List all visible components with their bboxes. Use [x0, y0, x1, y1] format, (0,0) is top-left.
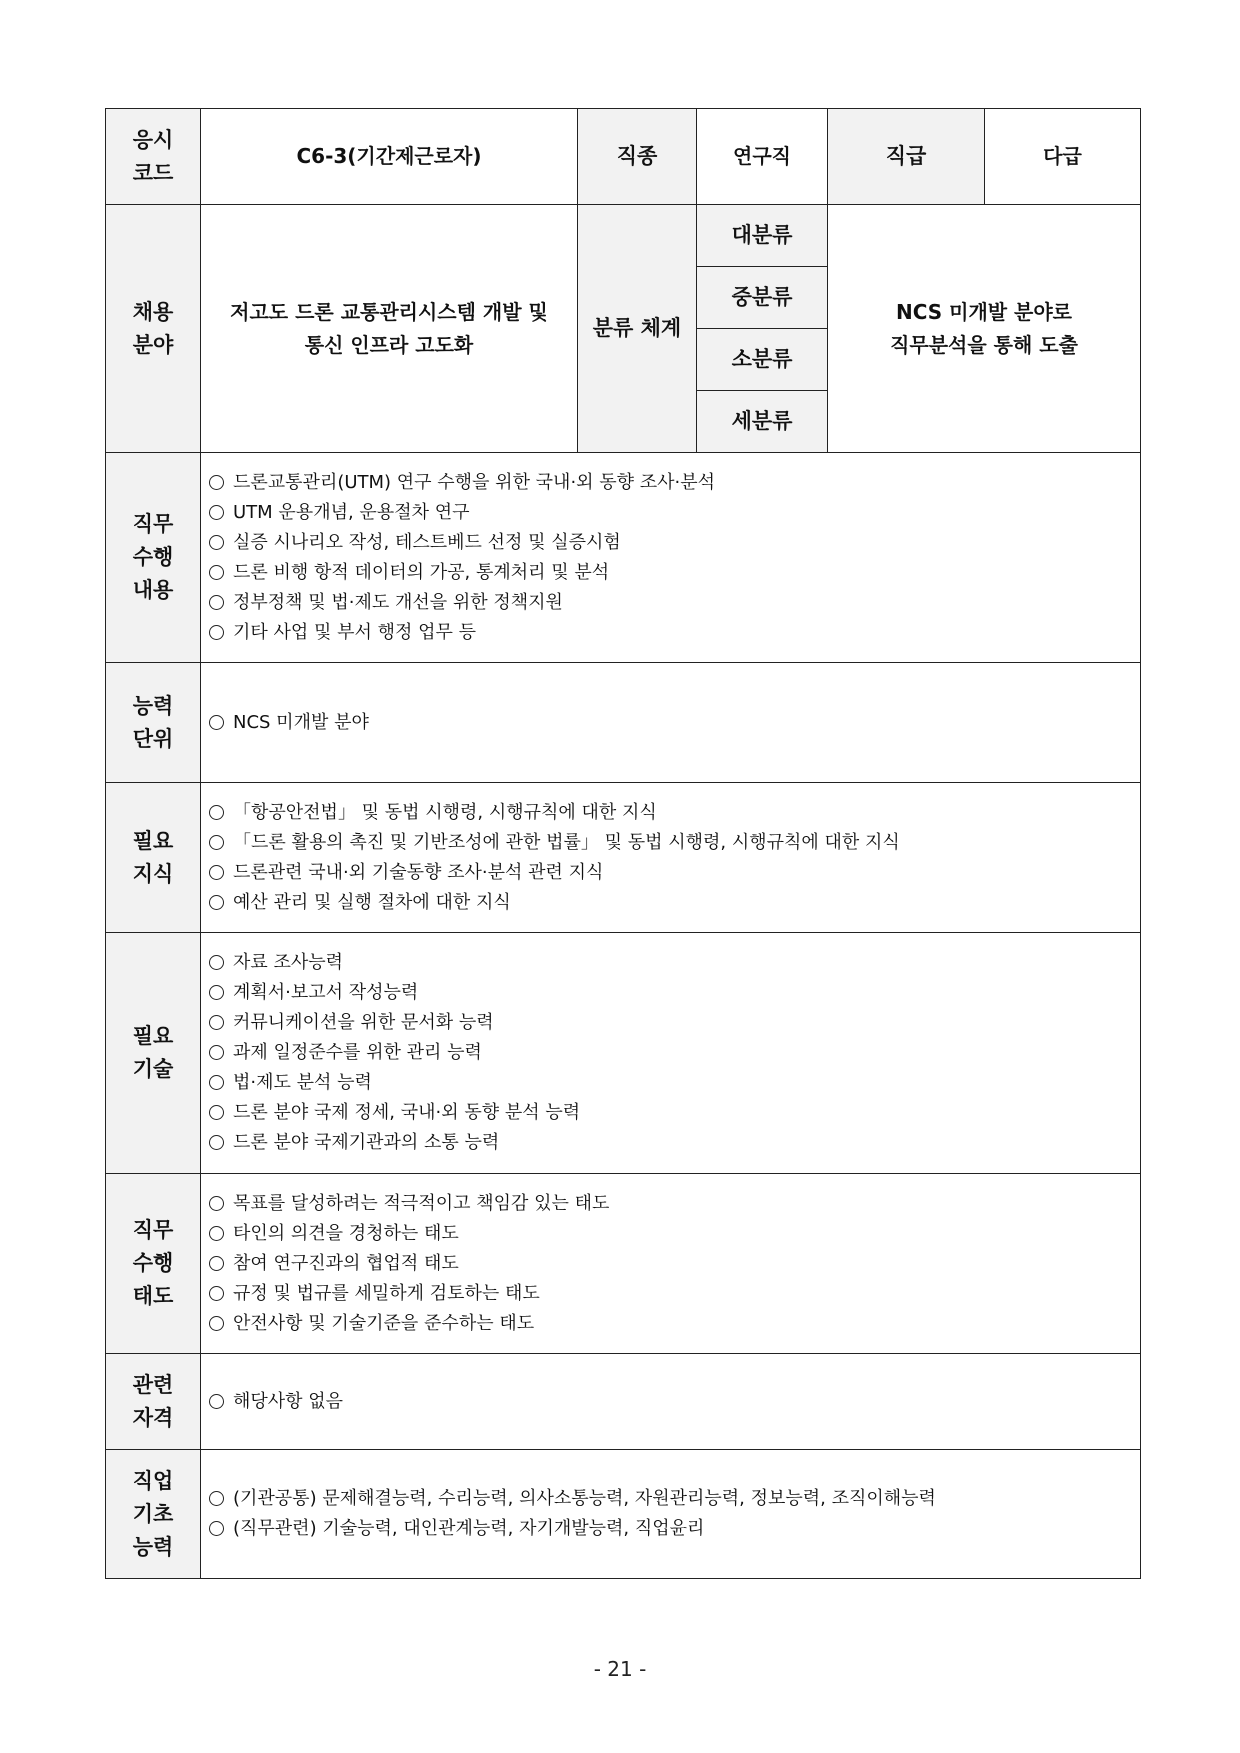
list-item: 실증 시나리오 작성, 테스트베드 선정 및 실증시험: [209, 528, 1140, 558]
list-item: 드론 분야 국제기관과의 소통 능력: [209, 1128, 1140, 1158]
circle-bullet-icon: [209, 955, 224, 970]
list-item: 타인의 의견을 경청하는 태도: [209, 1219, 1140, 1249]
circle-bullet-icon: [209, 805, 224, 820]
list-item: 참여 연구진과의 협업적 태도: [209, 1249, 1140, 1279]
code-value: C6-3(기간제근로자): [201, 109, 578, 205]
list-item: 커뮤니케이션을 위한 문서화 능력: [209, 1008, 1140, 1038]
circle-bullet-icon: [209, 865, 224, 880]
list-item: (직무관련) 기술능력, 대인관계능력, 자기개발능력, 직업윤리: [209, 1514, 1140, 1544]
grade-label: 직급: [828, 109, 985, 205]
section-label: 직업 기초 능력: [106, 1450, 201, 1579]
list-item: 자료 조사능력: [209, 948, 1140, 978]
page-number: - 21 -: [593, 1657, 647, 1681]
field-value: 저고도 드론 교통관리시스템 개발 및 통신 인프라 고도화: [201, 205, 578, 453]
classification-item: 중분류: [697, 267, 828, 329]
circle-bullet-icon: [209, 475, 224, 490]
list-item: 드론 비행 항적 데이터의 가공, 통계처리 및 분석: [209, 558, 1140, 588]
circle-bullet-icon: [209, 1394, 224, 1409]
list-item: 드론교통관리(UTM) 연구 수행을 위한 국내·외 동향 조사·분석: [209, 468, 1140, 498]
list-item: 법·제도 분석 능력: [209, 1068, 1140, 1098]
list-item: NCS 미개발 분야: [209, 708, 1140, 738]
list-item: 「드론 활용의 촉진 및 기반조성에 관한 법률」 및 동법 시행령, 시행규칙에 대한 지식: [209, 828, 1140, 858]
job-description-table: [105, 108, 1141, 1579]
list-item: 「항공안전법」 및 동법 시행령, 시행규칙에 대한 지식: [209, 798, 1140, 828]
circle-bullet-icon: [209, 1286, 224, 1301]
grade-value: 다급: [985, 109, 1141, 205]
list-item: 드론관련 국내·외 기술동향 조사·분석 관련 지식: [209, 858, 1140, 888]
classification-label: 분류 체계: [578, 205, 697, 453]
section-label: 직무 수행 내용: [106, 453, 201, 663]
section-items: [201, 453, 1141, 663]
classification-item: 세분류: [697, 391, 828, 453]
list-item: 목표를 달성하려는 적극적이고 책임감 있는 태도: [209, 1189, 1140, 1219]
circle-bullet-icon: [209, 985, 224, 1000]
type-label: 직종: [578, 109, 697, 205]
section-duties: [106, 453, 1141, 663]
circle-bullet-icon: [209, 1491, 224, 1506]
list-item: 계획서·보고서 작성능력: [209, 978, 1140, 1008]
section-items: [201, 663, 1141, 783]
list-item: 규정 및 법규를 세밀하게 검토하는 태도: [209, 1279, 1140, 1309]
circle-bullet-icon: [209, 1256, 224, 1271]
circle-bullet-icon: [209, 1196, 224, 1211]
circle-bullet-icon: [209, 535, 224, 550]
classification-item: 대분류: [697, 205, 828, 267]
section-items: [201, 1450, 1141, 1579]
circle-bullet-icon: [209, 625, 224, 640]
field-label: 채용 분야: [106, 205, 201, 453]
section-items: [201, 1174, 1141, 1354]
section-items: [201, 783, 1141, 933]
section-label: 관련 자격: [106, 1354, 201, 1450]
section-items: [201, 933, 1141, 1174]
circle-bullet-icon: [209, 715, 224, 730]
list-item: 기타 사업 및 부서 행정 업무 등: [209, 618, 1140, 648]
list-item: 과제 일정준수를 위한 관리 능력: [209, 1038, 1140, 1068]
section-label: 필요 기술: [106, 933, 201, 1174]
field-row: [106, 205, 1141, 267]
list-item: 정부정책 및 법·제도 개선을 위한 정책지원: [209, 588, 1140, 618]
section-label: 능력 단위: [106, 663, 201, 783]
circle-bullet-icon: [209, 1316, 224, 1331]
section-knowledge: [106, 783, 1141, 933]
classification-value: NCS 미개발 분야로 직무분석을 통해 도출: [828, 205, 1141, 453]
section-label: 필요 지식: [106, 783, 201, 933]
header-row: [106, 109, 1141, 205]
list-item: 드론 분야 국제 정세, 국내·외 동향 분석 능력: [209, 1098, 1140, 1128]
circle-bullet-icon: [209, 1015, 224, 1030]
circle-bullet-icon: [209, 895, 224, 910]
circle-bullet-icon: [209, 835, 224, 850]
list-item: 해당사항 없음: [209, 1387, 1140, 1417]
section-attitude: [106, 1174, 1141, 1354]
circle-bullet-icon: [209, 1045, 224, 1060]
section-skills: [106, 933, 1141, 1174]
section-competency-unit: [106, 663, 1141, 783]
circle-bullet-icon: [209, 565, 224, 580]
section-basic-ability: [106, 1450, 1141, 1579]
section-label: 직무 수행 태도: [106, 1174, 201, 1354]
list-item: 안전사항 및 기술기준을 준수하는 태도: [209, 1309, 1140, 1339]
circle-bullet-icon: [209, 1226, 224, 1241]
circle-bullet-icon: [209, 1075, 224, 1090]
section-certification: [106, 1354, 1141, 1450]
circle-bullet-icon: [209, 1135, 224, 1150]
circle-bullet-icon: [209, 1521, 224, 1536]
circle-bullet-icon: [209, 1105, 224, 1120]
code-label: 응시 코드: [106, 109, 201, 205]
list-item: UTM 운용개념, 운용절차 연구: [209, 498, 1140, 528]
circle-bullet-icon: [209, 595, 224, 610]
list-item: 예산 관리 및 실행 절차에 대한 지식: [209, 888, 1140, 918]
circle-bullet-icon: [209, 505, 224, 520]
type-value: 연구직: [697, 109, 828, 205]
list-item: (기관공통) 문제해결능력, 수리능력, 의사소통능력, 자원관리능력, 정보능력, 조직이해능력: [209, 1484, 1140, 1514]
section-items: [201, 1354, 1141, 1450]
classification-item: 소분류: [697, 329, 828, 391]
